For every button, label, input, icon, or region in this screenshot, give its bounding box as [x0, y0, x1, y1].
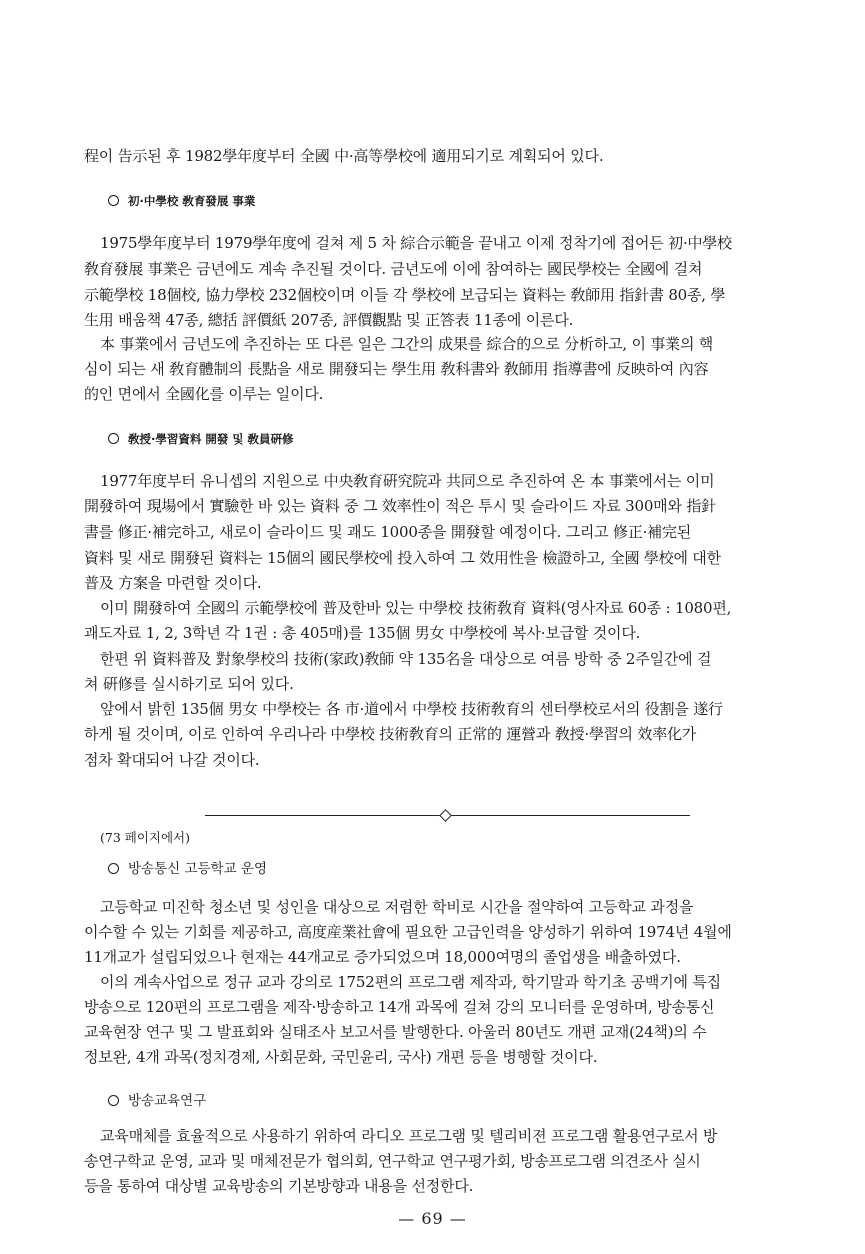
- paragraph-line: 이수할 수 있는 기회를 제공하고, 高度産業社會에 필요한 고급인력을 양성하기 위하여 1974년 4월에: [84, 923, 732, 941]
- paragraph-line: 이미 開發하여 全國의 示範學校에 普及한바 있는 中學校 技術敎育 資料(영사자료 60종 : 1080편,: [100, 599, 732, 617]
- paragraph-line: 生用 배움책 47종, 總括 評價紙 207종, 評價觀點 및 正答表 11종에 이른다.: [84, 311, 574, 329]
- heading-text: 방송통신 고등학교 운영: [128, 861, 267, 877]
- heading-text: 敎授·學習資料 開發 및 敎員硏修: [128, 432, 294, 446]
- paragraph-line: 정보완, 4개 과목(정치경제, 사회문화, 국민윤리, 국사) 개편 등을 병행할 것이다.: [84, 1048, 598, 1066]
- circle-bullet-icon: [108, 433, 119, 444]
- heading-text: 방송교육연구: [128, 1093, 207, 1109]
- circle-bullet-icon: [108, 863, 119, 874]
- paragraph-line: 이의 계속사업으로 정규 교과 강의로 1752편의 프로그램 제작과, 학기말과 학기초 공백기에 특집: [100, 973, 721, 991]
- paragraph-line: 송연구학교 운영, 교과 및 매체전문가 협의회, 연구학교 연구평가회, 방송프로그램 의견조사 실시: [84, 1152, 701, 1170]
- page-reference-note: (73 페이지에서): [100, 830, 191, 845]
- paragraph-line: 書를 修正·補完하고, 새로이 슬라이드 및 괘도 1000종을 開發할 예정이다. 그리고 修正·補完된: [84, 523, 692, 541]
- paragraph-line: 교육현장 연구 및 그 발표회와 실태조사 보고서를 발행한다. 아울러 80년도 개편 교재(24책)의 수: [84, 1023, 707, 1041]
- section-heading-materials: [108, 430, 294, 448]
- paragraph-line: 교육매체를 효율적으로 사용하기 위하여 라디오 프로그램 및 텔리비젼 프로그램 활용연구로서 방: [100, 1127, 718, 1145]
- section-heading-broadcast-school: [108, 860, 267, 878]
- paragraph-line: 普及 方案을 마련할 것이다.: [84, 574, 262, 592]
- paragraph-line: 示範學校 18個校, 協力學校 232個校이며 이들 각 學校에 보급되는 資料는 敎師用 指針書 80종, 學: [84, 286, 726, 304]
- paragraph-line: 앞에서 밝힌 135個 男女 中學校는 各 市·道에서 中學校 技術敎育의 센터學校로서의 役割을 遂行: [100, 700, 723, 718]
- paragraph-line: 開發하여 現場에서 實驗한 바 있는 資料 중 그 效率性이 적은 투시 및 슬라이드 자료 300매와 指針: [84, 497, 716, 515]
- page-number: — 69 —: [398, 1209, 467, 1228]
- section-heading-broadcast-research: [108, 1092, 206, 1110]
- opening-line: 程이 告示된 후 1982學年度부터 全國 中·高等學校에 適用되기로 계획되어 있다.: [84, 147, 604, 165]
- section-divider: [205, 810, 690, 822]
- section-heading-elementary: [108, 192, 255, 210]
- paragraph-line: 的인 면에서 全國化를 이루는 일이다.: [84, 385, 324, 403]
- paragraph-line: 고등학교 미진학 청소년 및 성인을 대상으로 저렴한 학비로 시간을 절약하여 고등학교 과정을: [100, 898, 694, 916]
- paragraph-line: 한편 위 資料普及 對象學校의 技術(家政)敎師 약 135名을 대상으로 여름 방학 중 2주일간에 걸: [100, 650, 712, 668]
- paragraph-line: 심이 되는 새 敎育體制의 長點을 새로 開發되는 學生用 敎科書와 敎師用 指導書에 反映하여 內容: [84, 360, 709, 378]
- paragraph-line: 1977年度부터 유니셉의 지원으로 中央敎育硏究院과 共同으로 추진하여 온 本 事業에서는 이미: [100, 472, 715, 490]
- paragraph-line: 敎育發展 事業은 금년에도 계속 추진될 것이다. 금년도에 이에 참여하는 國民學校는 全國에 걸쳐: [84, 260, 703, 278]
- paragraph-line: 11개교가 설립되었으나 현재는 44개교로 증가되었으며 18,000여명의 졸업생을 배출하였다.: [84, 948, 681, 966]
- paragraph-line: 쳐 硏修를 실시하기로 되어 있다.: [84, 675, 294, 693]
- heading-text: 初·中學校 敎育發展 事業: [128, 194, 256, 208]
- paragraph-line: 하게 될 것이며, 이로 인하여 우리나라 中學校 技術敎育의 正常的 運營과 敎授·學習의 效率化가: [84, 725, 697, 743]
- diamond-ornament-icon: [439, 809, 452, 822]
- paragraph-line: 資料 및 새로 開發된 資料는 15個의 國民學校에 投入하여 그 效用性을 檢證하고, 全國 學校에 대한: [84, 549, 721, 567]
- paragraph-line: 점차 확대되어 나갈 것이다.: [84, 751, 260, 769]
- paragraph-line: 등을 통하여 대상별 교육방송의 기본방향과 내용을 선정한다.: [84, 1177, 474, 1195]
- paragraph-line: 1975學年度부터 1979學年度에 걸쳐 제 5 차 綜合示範을 끝내고 이제 정착기에 접어든 初·中學校: [100, 234, 732, 252]
- circle-bullet-icon: [108, 1095, 119, 1106]
- paragraph-line: 괘도자료 1, 2, 3학년 각 1권 : 총 405매)를 135個 男女 中學校에 복사·보급할 것이다.: [84, 624, 641, 642]
- circle-bullet-icon: [108, 195, 119, 206]
- paragraph-line: 방송으로 120편의 프로그램을 제작·방송하고 14개 과목에 걸쳐 강의 모니터를 운영하며, 방송통신: [84, 998, 715, 1016]
- paragraph-line: 本 事業에서 금년도에 추진하는 또 다른 일은 그간의 成果를 綜合的으로 分析하고, 이 事業의 핵: [100, 335, 714, 353]
